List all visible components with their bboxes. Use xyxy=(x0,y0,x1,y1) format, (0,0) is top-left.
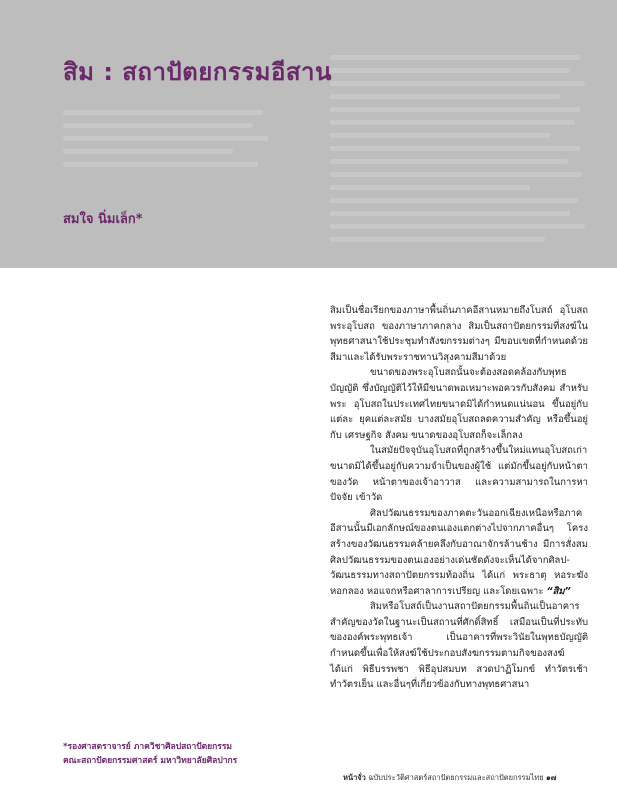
ghost-text-line xyxy=(330,146,580,151)
ghost-text-line xyxy=(63,123,253,128)
ghost-text-line xyxy=(330,237,545,242)
ghost-text-line xyxy=(330,120,575,125)
journal-name: หน้าจั่ว xyxy=(343,773,366,782)
ghost-text-line xyxy=(330,81,585,86)
author-footnote xyxy=(63,740,237,768)
page-footer xyxy=(343,772,556,784)
body-paragraph-2: ขนาดของพระอุโบสถนั้นจะต้องสอดคล้องกับพุทธบัญญัติ ซึ่งบัญญัติไว้ให้มีขนาดพอเหมาะพอควรกับสังคม สำหรับพระ อุโบสถในประเทศไทยขนาดมิได้กำหนดแน่นอน ขึ้นอยู่กับแต่ละ ยุคแต่ละสมัย บางสมัยอุโบสถลดความสำคัญ หรือขึ้นอยู่กับ เศรษฐกิจ สังคม ขนาดของอุโบสถก็จะเล็กลง xyxy=(330,367,588,441)
ghost-text-line xyxy=(330,133,550,138)
footnote-line-1: *รองศาสตราจารย์ ภาควิชาศิลปสถาปัตยกรรม xyxy=(63,742,232,752)
ghost-text-line xyxy=(330,94,560,99)
ghost-text-line xyxy=(63,110,263,115)
author-name: สมใจ นิ่มเล็ก* xyxy=(63,212,143,227)
issue-title: ฉบับประวัติศาสตร์สถาปัตยกรรมและสถาปัตยกรรมไทย xyxy=(368,773,544,782)
article-body xyxy=(330,303,588,693)
sim-emphasis: “สิม” xyxy=(546,585,571,597)
header-band xyxy=(0,0,617,268)
body-paragraph-3: ในสมัยปัจจุบันอุโบสถที่ถูกสร้างขึ้นใหม่แทนอุโบสถเก่า ขนาดมิได้ขึ้นอยู่กับความจำเป็นของผู้ใช้ แต่มักขึ้นอยู่กับหน้าตา ของวัด หน้าตาของเจ้าอาวาส และความสามารถในการหาปัจจัย เข้าวัด xyxy=(330,445,588,504)
page-number: ๑๗ xyxy=(546,773,557,782)
ghost-text-line xyxy=(330,224,585,229)
ghost-text-line xyxy=(330,198,578,203)
ghost-text-line xyxy=(330,107,580,112)
body-paragraph-5: สิมหรือโบสถ์เป็นงานสถาปัตยกรรมพื้นถิ่นเป็นอาคาร สำคัญของวัดในฐานะเป็นสถานที่ศักดิ์สิทธิ์ เสมือนเป็นที่ประทับ ขององค์พระพุทธเจ้า เป็นอาคารที่พระวินัยในพุทธบัญญัติ กำหนดขึ้นเพื่อให้สงฆ์ใช้ประกอบสังฆกรรมตามกิจของสงฆ์ ได้แก่ พิธีบรรพชา พิธีอุปสมบท สวดปาฏิโมกข์ ทำวัตรเช้า ทำวัตรเย็น และอื่นๆที่เกี่ยวข้องกับทางพุทธศาสนา xyxy=(330,601,588,691)
ghost-text-line xyxy=(330,172,582,177)
body-paragraph-1: สิมเป็นชื่อเรียกของภาษาพื้นถิ่นภาคอีสานหมายถึงโบสถ์ อุโบสถ พระอุโบสถ ของภาษาภาคกลาง สิมเป็นสถาปัตยกรรมที่สงฆ์ใน พุทธศาสนาใช้ประชุมทำสังฆกรรมต่างๆ มีขอบเขตที่กำหนดด้วย สีมาและได้รับพระราชทานวิสุงคามสีมาด้วย xyxy=(330,305,588,363)
ghost-text-line xyxy=(63,136,268,141)
ghost-text-line xyxy=(330,55,580,60)
footnote-line-2: คณะสถาปัตยกรรมศาสตร์ มหาวิทยาลัยศิลปากร xyxy=(63,756,238,766)
body-paragraph-4 xyxy=(330,506,588,600)
body-paragraph-4-text: ศิลปวัฒนธรรมของภาคตะวันออกเฉียงเหนือหรือภาค อีสานนั้นมีเอกลักษณ์ของตนเองแตกต่างไปจากภาคอื่นๆ โครง สร้างของวัฒนธรรมคล้ายคลึงกับอาณาจักรล้านช้าง มีการสั่งสม ศิลปวัฒนธรรมของตนเองอย่างเด่นชัดดังจะเห็นได้จากศิลป- วัฒนธรรมทางสถาปัตยกรรมท้องถิ่น ได้แก่ พระธาตุ หอระฆัง หอกลอง หอแจกหรือศาลาการเปรียญ และโดยเฉพาะ xyxy=(330,507,588,597)
ghost-text-line xyxy=(330,68,570,73)
ghost-text-line xyxy=(330,159,568,164)
ghost-text-line xyxy=(330,185,530,190)
ghost-text-line xyxy=(63,149,233,154)
ghost-text-line xyxy=(330,211,570,216)
article-title: สิม : สถาปัตยกรรมอีสาน xyxy=(63,58,332,86)
ghost-text-line xyxy=(63,162,258,167)
